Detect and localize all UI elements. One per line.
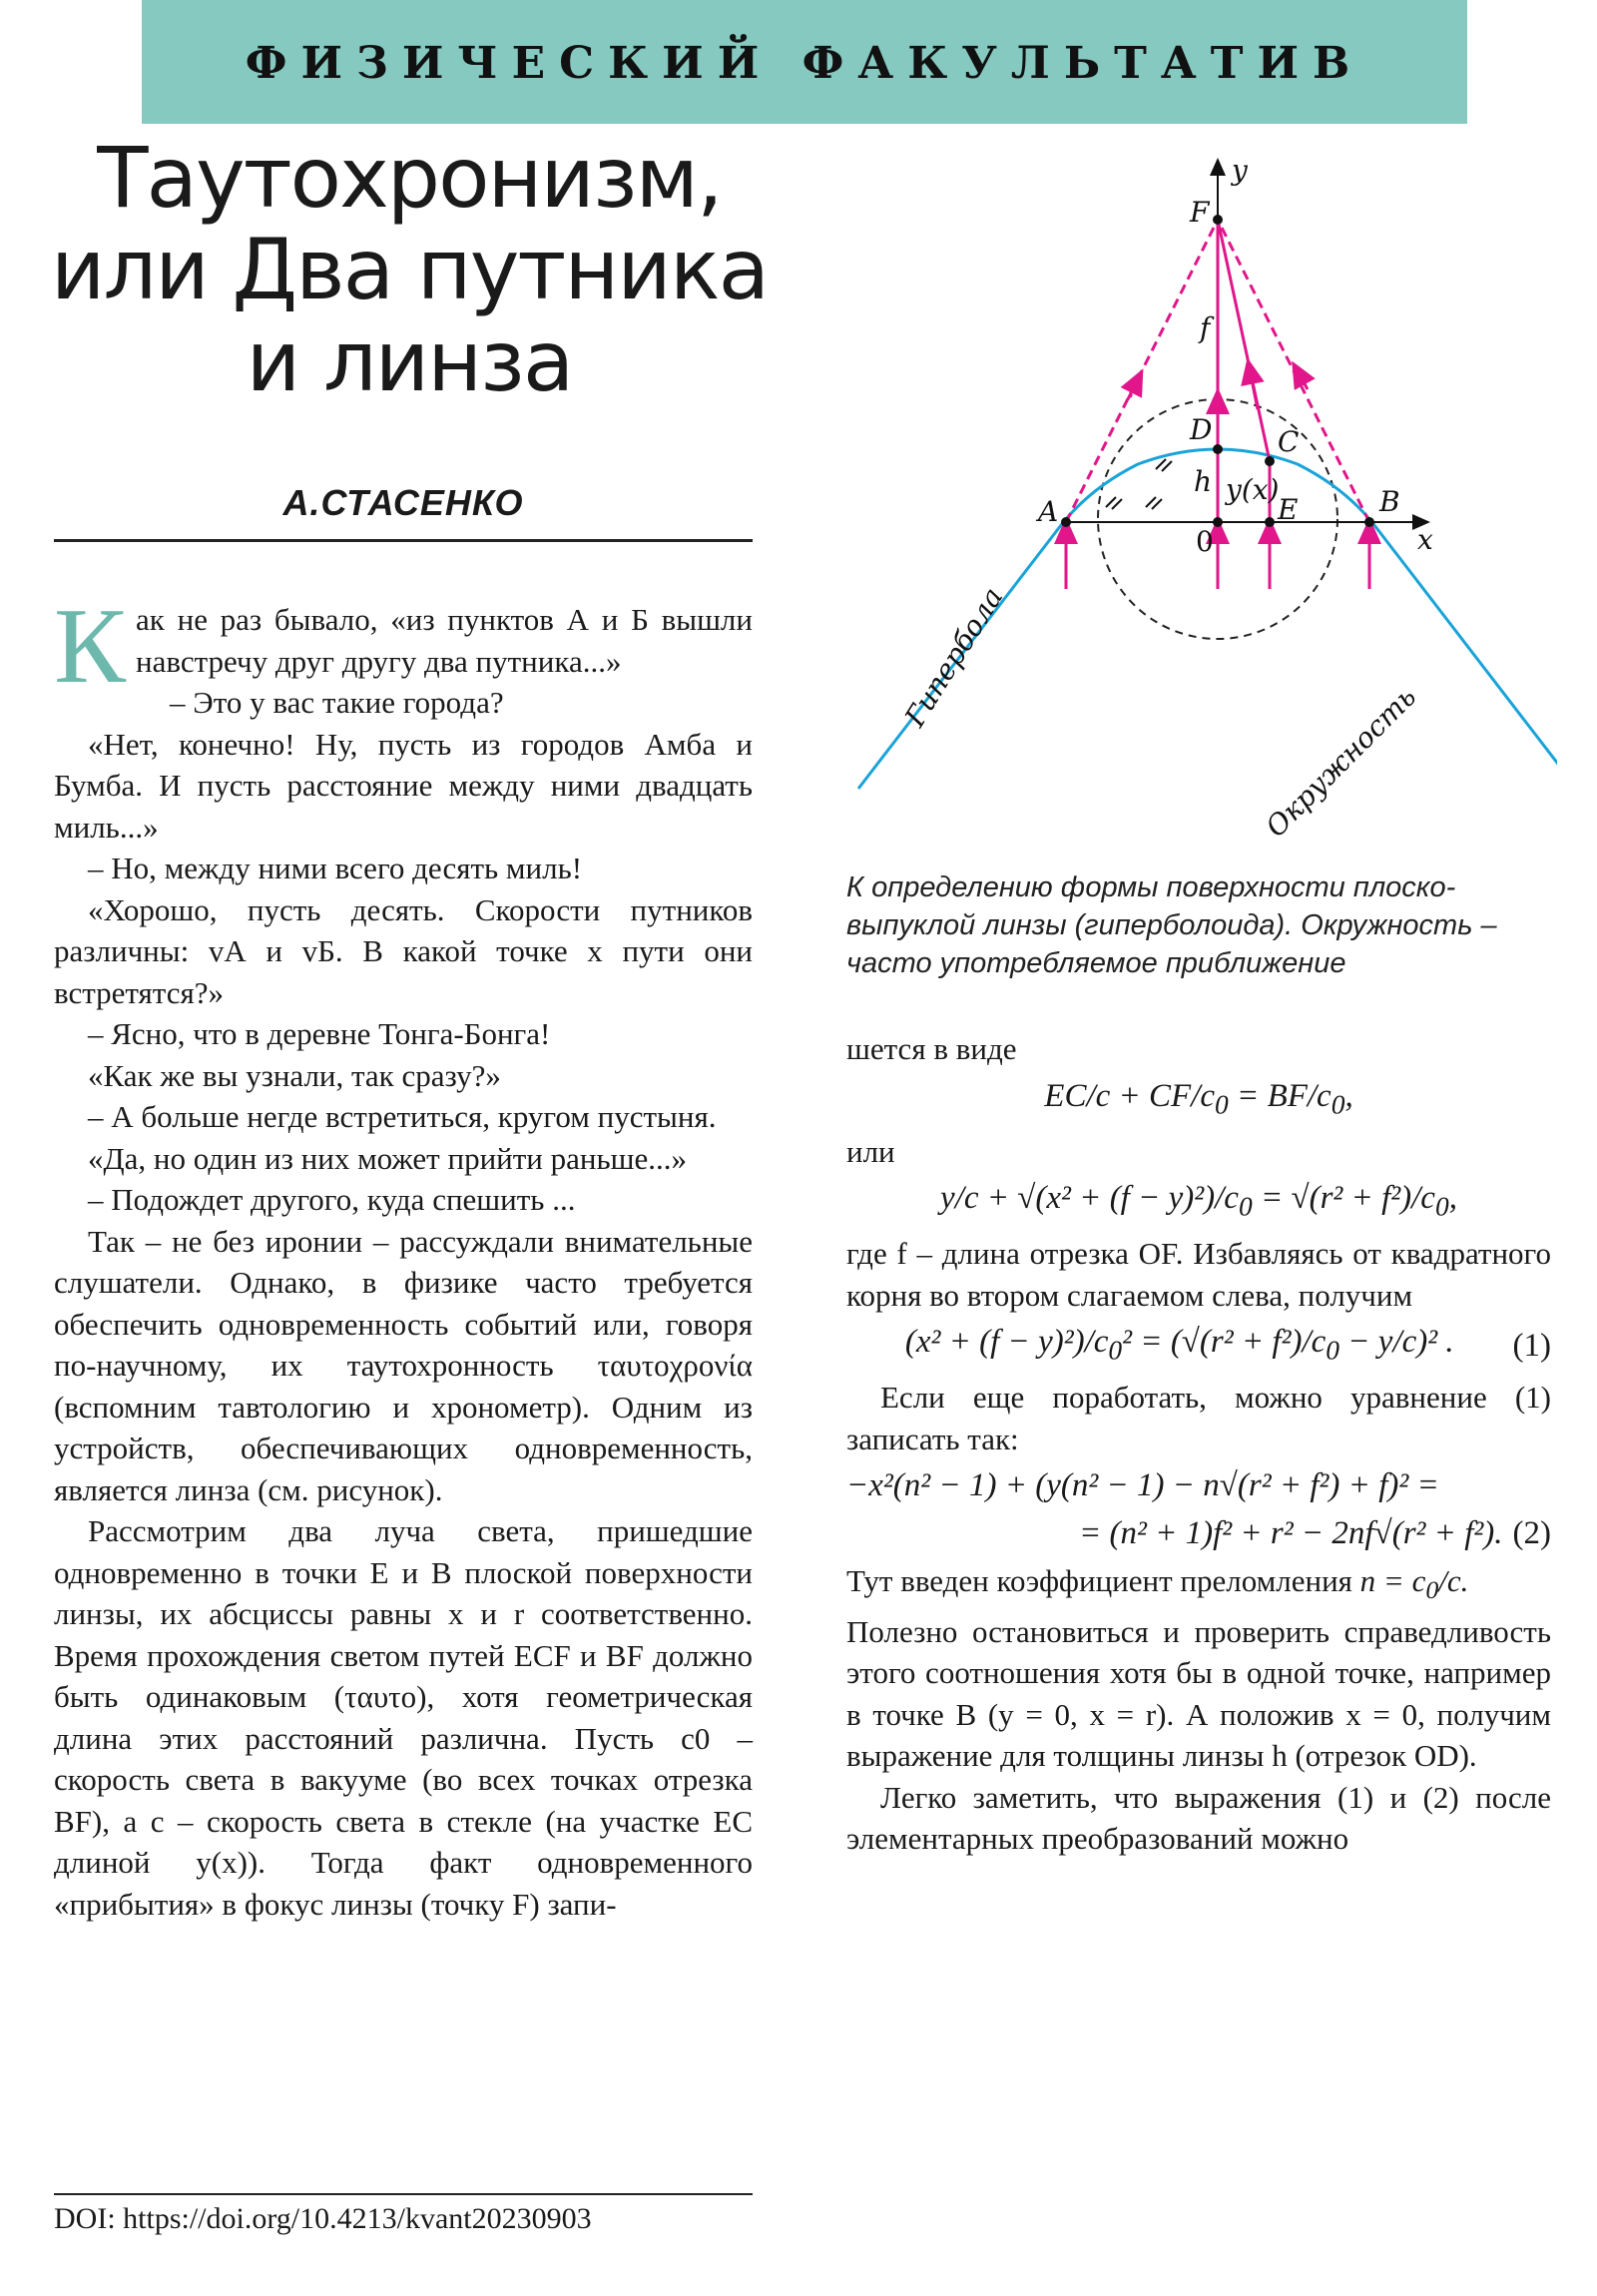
text-refraction-label: Тут введен коэффициент преломления [846,1563,1352,1599]
text-easy: Легко заметить, что выражения (1) и (2) после элементарных преобразований можно [846,1779,1551,1857]
text-check: Полезно остановиться и проверить справедливость этого соотношения хотя бы в одной точке, например в точке B (y = 0, x = r). А положив x = 0, получим выражение для толщины линзы h (отрезок OD). [846,1613,1551,1774]
paragraph-7: «Как же вы узнали, так сразу?» [88,1057,501,1093]
label-O: 0 [1196,525,1214,558]
author-name: А.СТАСЕНКО [282,482,524,523]
paragraph-6: – Ясно, что в деревне Тонга-Бонга! [88,1016,551,1051]
equation-1-number: (1) [1512,1327,1551,1364]
light-rays [1066,220,1369,589]
paragraph-1-text: ак не раз бывало, «из пунктов А и Б вышли навстречу друг другу два путника...» [136,602,753,679]
lens-diagram [838,150,1557,868]
title-line-2: или Два путника [50,221,769,318]
label-h: h [1194,465,1213,498]
equation-1: $(x^2 + (f - y)^2)/c_0^2 = (√(r^2 + f^2)/c_0 - y/c)^2$ . (1) [904,1324,1551,1366]
hatch-marks [1106,459,1172,509]
doi-link[interactable]: DOI: https://doi.org/10.4213/kvant20230903 [54,2202,592,2235]
equation-2-line-2: = (n² + 1)f² + r² − 2nf√(r² + f²). (2) [846,1513,1551,1555]
text-intro: шется в виде [846,1031,1017,1066]
refraction-formula: $n = c_0/c$. [1359,1563,1469,1605]
label-A: A [1038,495,1059,528]
paragraph-5: «Хорошо, пусть десять. Скорости путников различны: vА и vБ. В какой точке x пути они встретятся?» [54,891,753,1010]
figure-caption: К определению формы поверхности плоско-выпуклой линзы (гиперболоида). Окружность – часто употребляемое приближение [846,871,1497,979]
label-hyperbola: Гипербола [897,581,1010,733]
paragraph-11: Так – не без иронии – рассуждали внимательные слушатели. Однако, в физике часто требуется обеспечить одновременность событий или, говоря по-научному, их таутохронность ταυτοχρονία (вспомним тавтологию и хронометр). Одним из устройств, обеспечивающих одновременность, является линза (см. рисунок). [54,1223,753,1507]
label-y: y [1232,154,1248,187]
article-title [40,129,779,410]
equation-time-balance: $EC/c + CF/c_0 = BF/c_0$, [1044,1077,1353,1120]
paragraph-12: Рассмотрим два луча света, пришедшие одновременно в точки E и B плоской поверхности линзы, их абсциссы равны x и r соответственно. Время прохождения светом путей ECF и BF должно быть одинаковым (ταυτο), хотя геометрическая длина этих расстояний различна. Пусть c0 – скорость света в вакууме (во всех точках отрезка BF), а c – скорость света в стекле (на участке EC длиной y(x)). Тогда факт одновременного «прибытия» в фокус линзы (точку F) запи- [54,1513,753,1922]
left-column [54,587,753,2186]
label-B: B [1379,485,1400,518]
label-E: E [1278,493,1299,526]
label-D: D [1190,413,1213,446]
paragraph-9: «Да, но один из них может прийти раньше...» [88,1140,688,1176]
section-title: ФИЗИЧЕСКИЙ ФАКУЛЬТАТИВ [245,38,1364,89]
label-F: F [1190,196,1210,229]
equation-2-line-1: −x²(n² − 1) + (y(n² − 1) − n√(r² + f²) + f)² = [846,1467,1439,1504]
label-circle: Окружность [1259,680,1423,844]
paragraph-4: – Но, между ними всего десять миль! [88,851,583,885]
drop-cap: К [54,587,127,706]
label-x: x [1417,523,1433,556]
text-or: или [846,1133,895,1169]
label-f: f [1200,311,1211,344]
section-banner [142,0,1467,124]
title-line-3: и линза [246,312,573,410]
equation-expanded: $y/c + √(x^2 + (f - y)^2)/c_0 = √(r^2 + f^2)/c_0$, [940,1180,1457,1222]
text-refraction [846,1560,1551,1611]
label-C: C [1278,425,1300,458]
title-line-1: Таутохронизм, [97,129,722,227]
equation-2-number: (2) [1512,1514,1551,1551]
doi-divider [54,2193,753,2195]
paragraph-10: – Подождет другого, куда спешить ... [88,1182,576,1217]
paragraph-3: «Нет, конечно! Ну, пусть из городов Амба и Бумба. И пусть расстояние между ними двадцать миль...» [54,726,753,845]
paragraph-2: – Это у вас такие города? [170,685,504,720]
paragraph-8: – А больше негде встретиться, кругом пустыня. [88,1099,717,1134]
author-divider [54,539,753,542]
label-yx: y(x) [1226,473,1280,506]
text-where-f: где f – длина отрезка OF. Избавляясь от квадратного корня во втором слагаемом слева, получим [846,1236,1551,1313]
right-column [846,1028,1551,2196]
text-further: Если еще поработать, можно уравнение (1) записать так: [846,1380,1551,1456]
